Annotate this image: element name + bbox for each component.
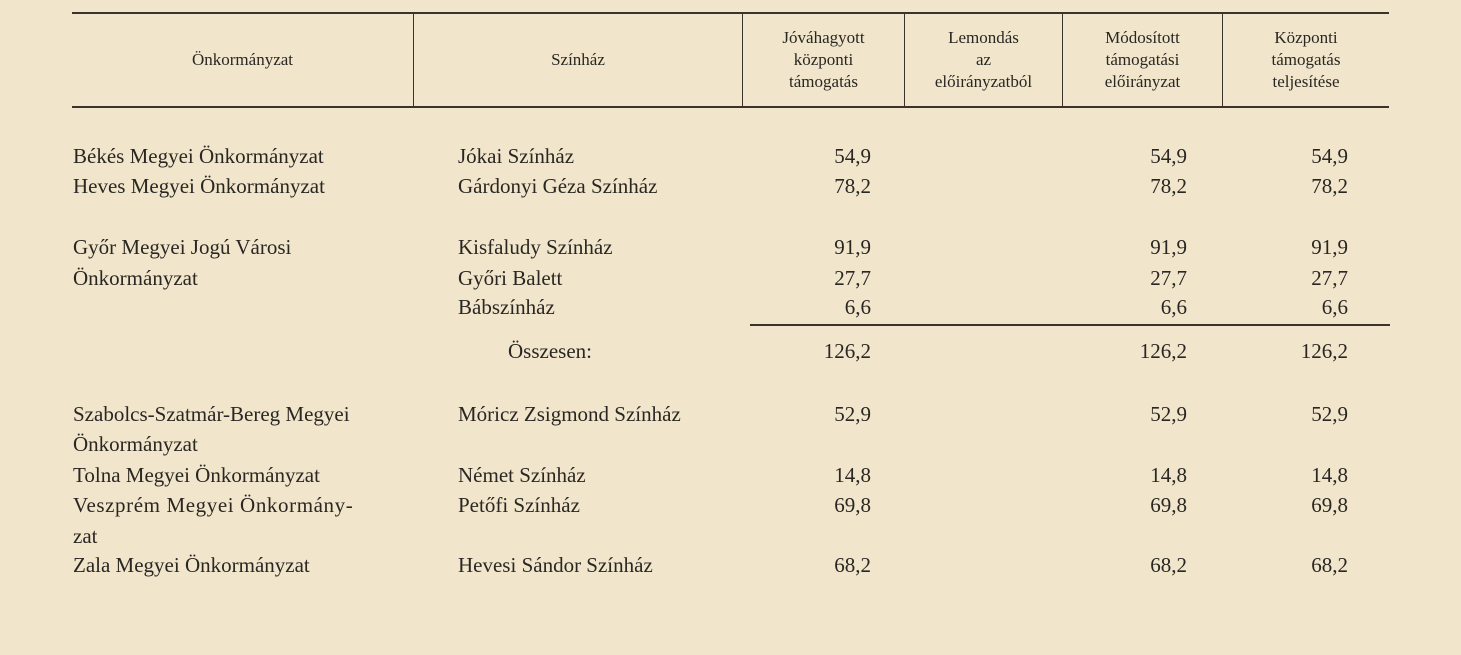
table-row-modositott: 91,9 — [1150, 235, 1187, 259]
table-row-szinhaz: Kisfaludy Színház — [458, 235, 613, 259]
table-row-onkormanyzat: Önkormányzat — [73, 266, 198, 290]
table-row-onkormanyzat: Veszprém Megyei Önkormány- — [73, 493, 354, 517]
table-row-jovahagyott: 68,2 — [834, 553, 871, 577]
table-row-kozponti: 69,8 — [1311, 493, 1348, 517]
table-row-onkormanyzat: Győr Megyei Jogú Városi — [73, 235, 292, 259]
table-row-modositott: 69,8 — [1150, 493, 1187, 517]
total-jovahagyott: 126,2 — [823, 339, 871, 363]
table-row-kozponti: 54,9 — [1311, 144, 1348, 168]
table-row-szinhaz: Petőfi Színház — [458, 493, 580, 517]
table-row-szinhaz: Német Színház — [458, 463, 586, 487]
table-row-onkormanyzat: Önkormányzat — [73, 432, 198, 456]
table-row-jovahagyott: 69,8 — [834, 493, 871, 517]
header-modositott: Módosított támogatási előirányzat — [1104, 28, 1181, 91]
table-row-jovahagyott: 52,9 — [834, 402, 871, 426]
table-row-onkormanyzat: Heves Megyei Önkormányzat — [73, 174, 325, 198]
table-row-szinhaz: Győri Balett — [458, 266, 563, 290]
table-row-kozponti: 52,9 — [1311, 402, 1348, 426]
header-kozponti: Központi támogatás teljesítése — [1271, 28, 1341, 91]
table-row-onkormanyzat: zat — [73, 524, 98, 548]
table-row-jovahagyott: 78,2 — [834, 174, 871, 198]
table-row-kozponti: 27,7 — [1311, 266, 1348, 290]
table-row-onkormanyzat: Békés Megyei Önkormányzat — [73, 144, 324, 168]
table-row-modositott: 78,2 — [1150, 174, 1187, 198]
table-row-modositott: 14,8 — [1150, 463, 1187, 487]
total-kozponti: 126,2 — [1300, 339, 1348, 363]
table-row-kozponti: 78,2 — [1311, 174, 1348, 198]
table-row-onkormanyzat: Szabolcs-Szatmár-Bereg Megyei — [73, 402, 350, 426]
table-row-modositott: 68,2 — [1150, 553, 1187, 577]
table-row-modositott: 6,6 — [1160, 295, 1187, 319]
table-row-szinhaz: Jókai Színház — [458, 144, 575, 168]
table-row-kozponti: 14,8 — [1311, 463, 1348, 487]
table-row-jovahagyott: 6,6 — [844, 295, 871, 319]
table-row-szinhaz: Gárdonyi Géza Színház — [458, 174, 658, 198]
header-szinhaz: Színház — [551, 50, 605, 69]
table-row-jovahagyott: 91,9 — [834, 235, 871, 259]
header-bottom-rule — [72, 106, 1389, 108]
table-row-modositott: 27,7 — [1150, 266, 1187, 290]
header-lemondas: Lemondás az előirányzatból — [934, 28, 1033, 91]
header-onkormanyzat: Önkormányzat — [191, 50, 294, 69]
table-row-szinhaz: Móricz Zsigmond Színház — [458, 402, 681, 426]
table-row-kozponti: 6,6 — [1321, 295, 1348, 319]
table-row-kozponti: 91,9 — [1311, 235, 1348, 259]
total-modositott: 126,2 — [1139, 339, 1187, 363]
table-row-szinhaz: Bábszínház — [458, 295, 555, 319]
table-row-modositott: 52,9 — [1150, 402, 1187, 426]
table-row-onkormanyzat: Tolna Megyei Önkormányzat — [73, 463, 320, 487]
subtotal-rule — [750, 324, 1390, 326]
table-row-modositott: 54,9 — [1150, 144, 1187, 168]
table-row-szinhaz: Hevesi Sándor Színház — [458, 553, 653, 577]
total-label: Összesen: — [508, 339, 592, 363]
table-row-onkormanyzat: Zala Megyei Önkormányzat — [73, 553, 310, 577]
table-row-kozponti: 68,2 — [1311, 553, 1348, 577]
table-row-jovahagyott: 54,9 — [834, 144, 871, 168]
table-row-jovahagyott: 27,7 — [834, 266, 871, 290]
header-jovahagyott: Jóváhagyott központi támogatás — [782, 28, 865, 91]
table-row-jovahagyott: 14,8 — [834, 463, 871, 487]
